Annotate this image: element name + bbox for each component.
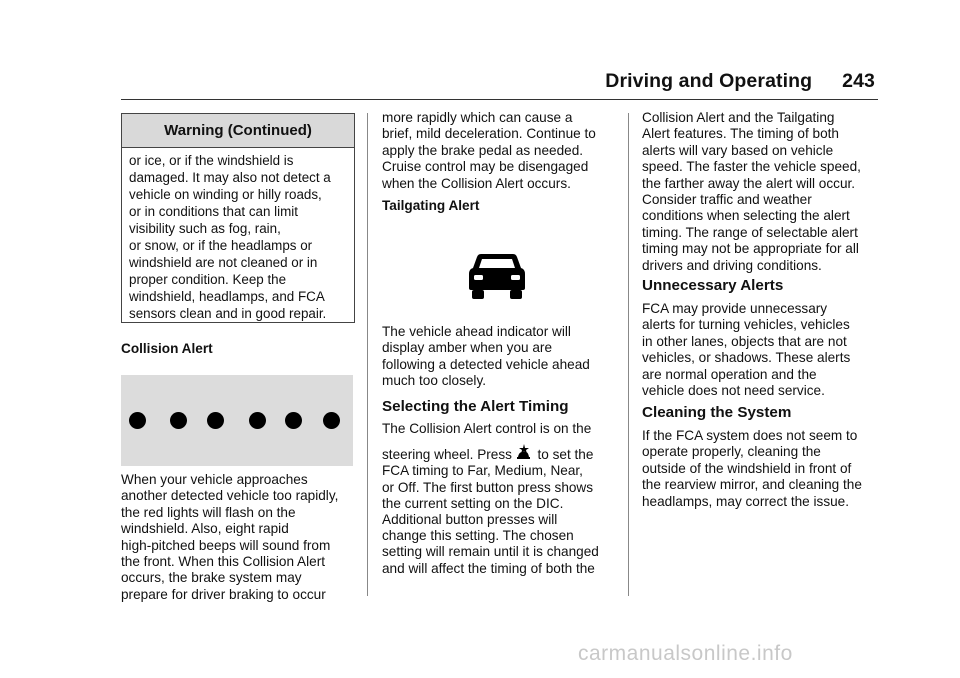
text-line: in other lanes, objects that are not [642,333,847,349]
alert-light [170,412,187,429]
vehicle-ahead-icon [467,250,527,300]
tailgating-alert-heading: Tailgating Alert [382,198,480,213]
watermark: carmanualsonline.info [578,642,793,665]
text-line: apply the brake pedal as needed. [382,142,584,158]
text-line: outside of the windshield in front of [642,460,852,476]
text-line: vehicle does not need service. [642,383,825,399]
text-line: FCA timing to Far, Medium, Near, [382,463,583,479]
text-line: Cruise control may be disengaged [382,159,589,175]
alert-timing-text [382,421,599,577]
header-rule [121,99,878,100]
text-line: or Off. The first button press shows [382,479,594,495]
text-fragment: to set the [533,447,594,463]
text-line: change this setting. The chosen [382,528,574,544]
warning-line: windshield are not cleaned or in [129,255,318,270]
warning-line: or snow, or if the headlamps or [129,238,313,253]
collision-alert-timing-icon [516,444,532,461]
text-line: headlamps, may correct the issue. [642,493,850,509]
text-line: alerts will vary based on vehicle [642,142,834,158]
alert-light [323,412,340,429]
alert-light [285,412,302,429]
text-line: windshield. Also, eight rapid [121,521,289,537]
text-line: prepare for driver braking to occur [121,586,326,602]
text-line: occurs, the brake system may [121,570,302,586]
text-line: alerts for turning vehicles, vehicles [642,317,850,333]
text-line: and will affect the timing of both the [382,560,595,576]
warning-box [121,113,355,323]
unnecessary-alerts-text [642,301,850,399]
text-line: timing may not be appropriate for all [642,241,859,257]
text-line: the farther away the alert will occur. [642,175,856,191]
cleaning-system-text [642,428,862,510]
selecting-alert-timing-heading: Selecting the Alert Timing [382,398,569,415]
warning-line: visibility such as fog, rain, [129,221,281,236]
text-line: brief, mild deceleration. Continue to [382,126,596,142]
alert-light [207,412,224,429]
text-line: The Collision Alert control is on the [382,421,592,436]
warning-line: sensors clean and in good repair. [129,306,327,321]
text-line: another detected vehicle too rapidly, [121,488,339,504]
text-line: setting will remain until it is changed [382,544,599,560]
warning-line: or in conditions that can limit [129,204,298,219]
text-line: much too closely. [382,373,487,389]
section-title: Driving and Operating [605,70,813,92]
warning-line: proper condition. Keep the [129,272,287,287]
text-line: Consider traffic and weather [642,192,812,208]
text-line: conditions when selecting the alert [642,208,850,224]
alert-timing-continued-text [642,110,861,274]
text-line: following a detected vehicle ahead [382,356,590,372]
page-number: 243 [842,70,875,92]
text-line: operate properly, cleaning the [642,444,821,460]
warning-line: damaged. It may also not detect a [129,170,331,185]
text-line: high-pitched beeps will sound from [121,537,331,553]
collision-alert-lights-icon [121,375,353,466]
text-line: When your vehicle approaches [121,472,308,487]
text-line: timing. The range of selectable alert [642,224,858,240]
text-line: Alert features. The timing of both [642,126,839,142]
text-line: drivers and driving conditions. [642,257,822,273]
column-divider-right [628,113,629,596]
text-line: are normal operation and the [642,366,817,382]
warning-line: windshield, headlamps, and FCA [129,289,325,304]
warning-line: or ice, or if the windshield is [129,153,294,168]
page-header [600,70,875,93]
alert-light [249,412,266,429]
warning-text [122,148,354,322]
collision-alert-heading: Collision Alert [121,341,213,356]
text-line: the rearview mirror, and cleaning the [642,477,862,493]
column-divider-left [367,113,368,596]
cleaning-system-heading: Cleaning the System [642,404,792,421]
collision-alert-text [121,472,338,603]
text-line: the front. When this Collision Alert [121,554,325,570]
text-line: the red lights will flash on the [121,504,296,520]
text-line: Additional button presses will [382,512,558,528]
text-fragment: steering wheel. Press [382,447,516,463]
alert-light [129,412,146,429]
text-line: If the FCA system does not seem to [642,428,858,443]
text-line [382,444,599,463]
vehicle-ahead-text [382,324,590,390]
text-line: FCA may provide unnecessary [642,301,828,316]
text-line: more rapidly which can cause a [382,110,573,125]
text-line: display amber when you are [382,340,553,356]
text-line: The vehicle ahead indicator will [382,324,571,339]
warning-line: vehicle on winding or hilly roads, [129,187,322,202]
warning-title: Warning (Continued) [122,114,354,148]
text-line: Collision Alert and the Tailgating [642,110,835,125]
unnecessary-alerts-heading: Unnecessary Alerts [642,277,784,294]
collision-alert-continued-text [382,110,596,192]
text-line: speed. The faster the vehicle speed, [642,159,861,175]
text-line: vehicles, or shadows. These alerts [642,350,851,366]
text-line: when the Collision Alert occurs. [382,175,571,191]
text-line: the current setting on the DIC. [382,495,564,511]
